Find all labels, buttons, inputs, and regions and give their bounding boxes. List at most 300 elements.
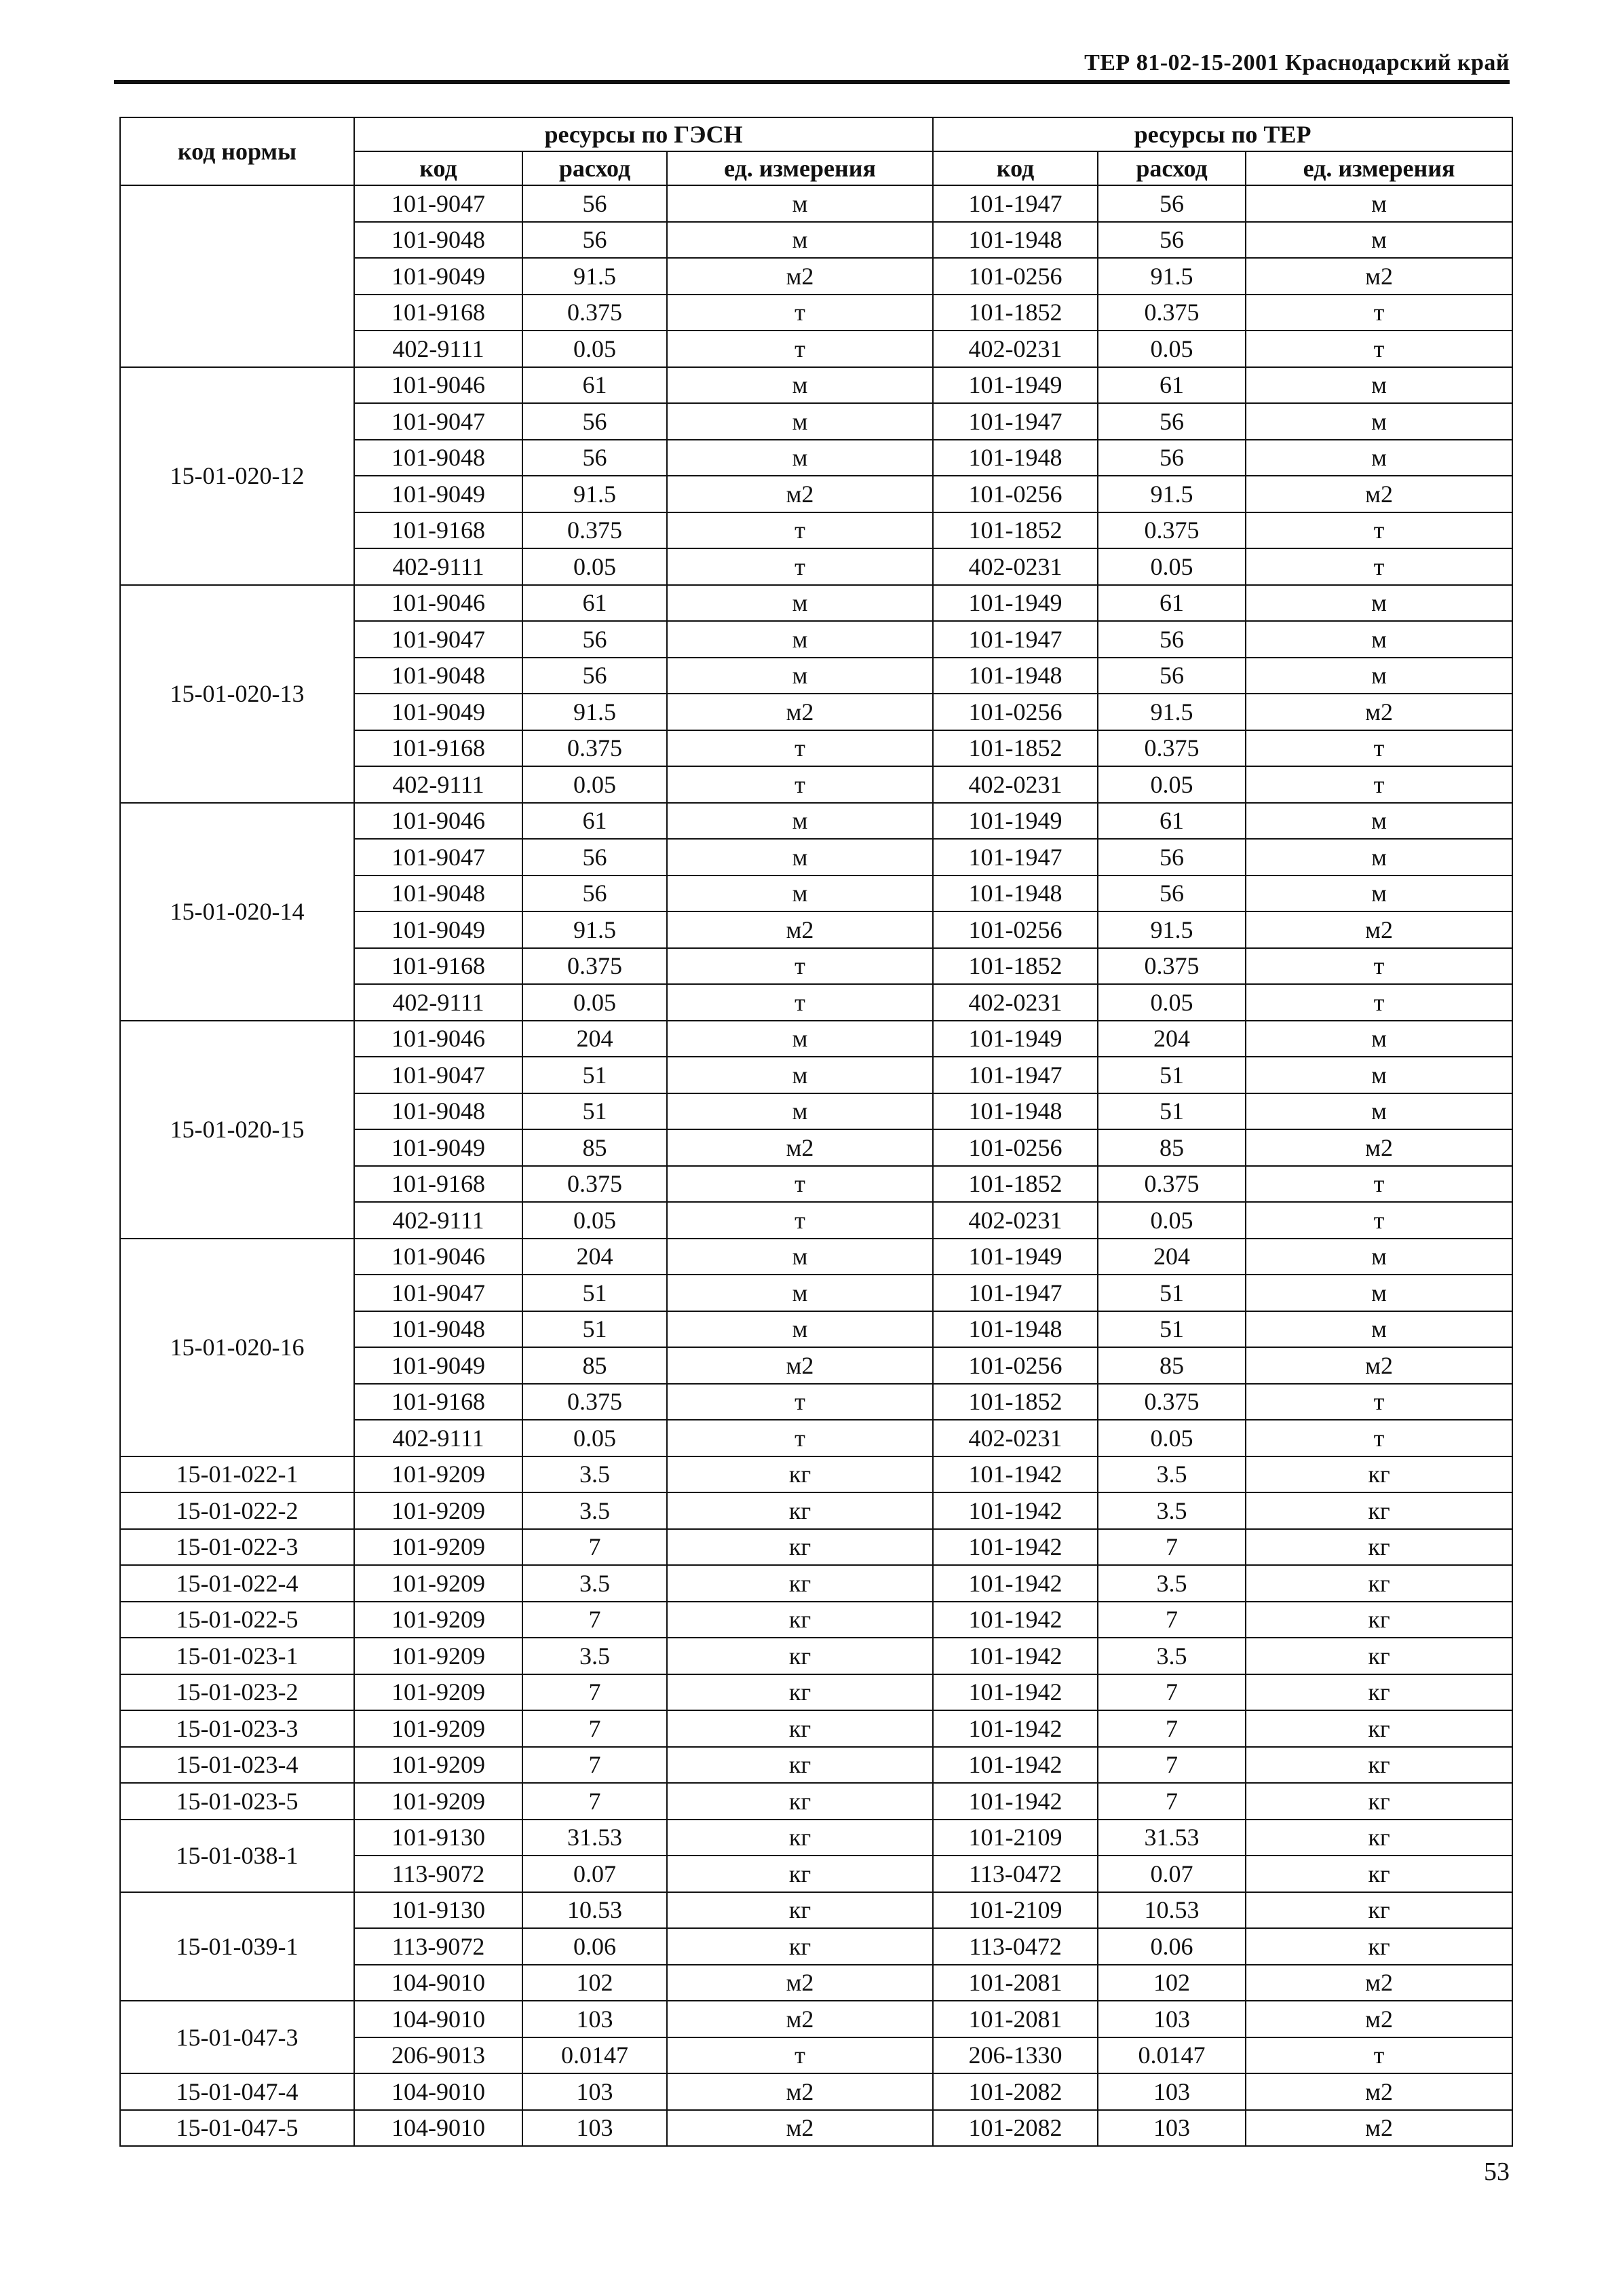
ter-code-cell: 101-1948 xyxy=(933,876,1098,912)
ter-code-cell: 101-1942 xyxy=(933,1492,1098,1529)
ter-amount-cell: 7 xyxy=(1098,1602,1246,1638)
ter-code-cell: 101-1947 xyxy=(933,185,1098,222)
gesn-amount-cell: 56 xyxy=(522,185,667,222)
gesn-code-cell: 101-9049 xyxy=(354,476,522,512)
ter-unit-cell: т xyxy=(1246,766,1512,803)
ter-amount-cell: 0.05 xyxy=(1098,766,1246,803)
gesn-code-cell: 101-9168 xyxy=(354,1384,522,1420)
gesn-unit-cell: м2 xyxy=(667,258,933,295)
gesn-code-cell: 101-9047 xyxy=(354,1275,522,1311)
norm-code-cell: 15-01-047-5 xyxy=(120,2110,354,2147)
ter-unit-cell: м xyxy=(1246,1057,1512,1093)
ter-amount-cell: 0.375 xyxy=(1098,730,1246,767)
norm-code-cell: 15-01-023-3 xyxy=(120,1710,354,1747)
table-row xyxy=(120,1747,1512,1784)
header-gesn-code: код xyxy=(354,151,522,185)
ter-code-cell: 101-1948 xyxy=(933,1311,1098,1348)
gesn-code-cell: 101-9046 xyxy=(354,585,522,622)
ter-unit-cell: кг xyxy=(1246,1456,1512,1493)
gesn-unit-cell: м xyxy=(667,222,933,259)
ter-code-cell: 402-0231 xyxy=(933,548,1098,585)
ter-amount-cell: 51 xyxy=(1098,1057,1246,1093)
gesn-amount-cell: 56 xyxy=(522,876,667,912)
gesn-unit-cell: м2 xyxy=(667,1129,933,1166)
gesn-amount-cell: 56 xyxy=(522,621,667,658)
gesn-code-cell: 101-9049 xyxy=(354,911,522,948)
gesn-unit-cell: м xyxy=(667,1021,933,1057)
ter-amount-cell: 56 xyxy=(1098,222,1246,259)
header-code-norm: код нормы xyxy=(120,117,354,185)
ter-amount-cell: 91.5 xyxy=(1098,258,1246,295)
gesn-code-cell: 101-9130 xyxy=(354,1820,522,1856)
norm-code-cell: 15-01-047-3 xyxy=(120,2001,354,2073)
table-row xyxy=(120,2001,1512,2037)
ter-amount-cell: 0.05 xyxy=(1098,331,1246,367)
norm-code-cell: 15-01-038-1 xyxy=(120,1820,354,1892)
gesn-code-cell: 101-9209 xyxy=(354,1638,522,1674)
ter-amount-cell: 0.375 xyxy=(1098,295,1246,331)
ter-amount-cell: 103 xyxy=(1098,2073,1246,2110)
header-gesn-unit: ед. измерения xyxy=(667,151,933,185)
ter-amount-cell: 204 xyxy=(1098,1239,1246,1275)
ter-code-cell: 101-1942 xyxy=(933,1529,1098,1566)
table-row xyxy=(120,1783,1512,1820)
ter-unit-cell: м xyxy=(1246,367,1512,404)
table-row xyxy=(120,1456,1512,1493)
ter-code-cell: 101-1948 xyxy=(933,222,1098,259)
gesn-unit-cell: м xyxy=(667,185,933,222)
ter-unit-cell: м xyxy=(1246,585,1512,622)
ter-code-cell: 101-1949 xyxy=(933,367,1098,404)
ter-code-cell: 101-1942 xyxy=(933,1783,1098,1820)
gesn-amount-cell: 7 xyxy=(522,1674,667,1711)
gesn-amount-cell: 56 xyxy=(522,839,667,876)
ter-unit-cell: кг xyxy=(1246,1602,1512,1638)
table-row xyxy=(120,1892,1512,1929)
ter-unit-cell: кг xyxy=(1246,1492,1512,1529)
table-row xyxy=(120,1710,1512,1747)
ter-amount-cell: 51 xyxy=(1098,1311,1246,1348)
norm-code-cell: 15-01-020-15 xyxy=(120,1021,354,1239)
ter-unit-cell: кг xyxy=(1246,1638,1512,1674)
ter-amount-cell: 7 xyxy=(1098,1783,1246,1820)
ter-unit-cell: кг xyxy=(1246,1747,1512,1784)
ter-unit-cell: т xyxy=(1246,331,1512,367)
norm-code-cell xyxy=(120,185,354,367)
gesn-amount-cell: 91.5 xyxy=(522,911,667,948)
gesn-amount-cell: 0.05 xyxy=(522,548,667,585)
gesn-amount-cell: 0.05 xyxy=(522,984,667,1021)
ter-amount-cell: 91.5 xyxy=(1098,911,1246,948)
header-ter-group: ресурсы по ТЕР xyxy=(933,117,1512,151)
ter-code-cell: 402-0231 xyxy=(933,766,1098,803)
ter-unit-cell: м xyxy=(1246,803,1512,840)
ter-unit-cell: т xyxy=(1246,1202,1512,1239)
gesn-unit-cell: м xyxy=(667,403,933,440)
gesn-code-cell: 101-9209 xyxy=(354,1783,522,1820)
gesn-code-cell: 101-9047 xyxy=(354,839,522,876)
ter-code-cell: 101-1947 xyxy=(933,1275,1098,1311)
ter-amount-cell: 61 xyxy=(1098,803,1246,840)
ter-amount-cell: 91.5 xyxy=(1098,694,1246,730)
ter-amount-cell: 204 xyxy=(1098,1021,1246,1057)
ter-unit-cell: т xyxy=(1246,2037,1512,2074)
ter-unit-cell: м xyxy=(1246,1239,1512,1275)
gesn-code-cell: 101-9168 xyxy=(354,730,522,767)
ter-amount-cell: 91.5 xyxy=(1098,476,1246,512)
gesn-unit-cell: кг xyxy=(667,1820,933,1856)
gesn-code-cell: 101-9047 xyxy=(354,185,522,222)
gesn-unit-cell: т xyxy=(667,1202,933,1239)
ter-unit-cell: м xyxy=(1246,839,1512,876)
gesn-amount-cell: 3.5 xyxy=(522,1565,667,1602)
ter-code-cell: 101-2082 xyxy=(933,2110,1098,2147)
norm-code-cell: 15-01-020-14 xyxy=(120,803,354,1021)
gesn-code-cell: 101-9046 xyxy=(354,1021,522,1057)
ter-code-cell: 101-1852 xyxy=(933,295,1098,331)
table-row xyxy=(120,367,1512,404)
ter-code-cell: 101-1942 xyxy=(933,1638,1098,1674)
ter-unit-cell: кг xyxy=(1246,1710,1512,1747)
ter-amount-cell: 31.53 xyxy=(1098,1820,1246,1856)
gesn-amount-cell: 56 xyxy=(522,222,667,259)
ter-amount-cell: 0.05 xyxy=(1098,548,1246,585)
gesn-unit-cell: кг xyxy=(667,1456,933,1493)
gesn-code-cell: 101-9046 xyxy=(354,367,522,404)
gesn-amount-cell: 51 xyxy=(522,1057,667,1093)
ter-unit-cell: м xyxy=(1246,658,1512,694)
gesn-unit-cell: т xyxy=(667,1420,933,1456)
gesn-unit-cell: кг xyxy=(667,1747,933,1784)
ter-code-cell: 101-2082 xyxy=(933,2073,1098,2110)
gesn-code-cell: 113-9072 xyxy=(354,1928,522,1965)
ter-code-cell: 101-1942 xyxy=(933,1565,1098,1602)
ter-amount-cell: 56 xyxy=(1098,403,1246,440)
gesn-amount-cell: 0.375 xyxy=(522,948,667,985)
header-ter-amount: расход xyxy=(1098,151,1246,185)
ter-amount-cell: 103 xyxy=(1098,2110,1246,2147)
ter-code-cell: 101-1852 xyxy=(933,948,1098,985)
gesn-unit-cell: м2 xyxy=(667,911,933,948)
ter-code-cell: 101-1942 xyxy=(933,1456,1098,1493)
ter-unit-cell: м2 xyxy=(1246,694,1512,730)
ter-amount-cell: 3.5 xyxy=(1098,1565,1246,1602)
norm-code-cell: 15-01-020-16 xyxy=(120,1239,354,1456)
table-row xyxy=(120,1239,1512,1275)
gesn-code-cell: 104-9010 xyxy=(354,2001,522,2037)
gesn-amount-cell: 0.05 xyxy=(522,766,667,803)
gesn-unit-cell: т xyxy=(667,730,933,767)
norm-code-cell: 15-01-023-2 xyxy=(120,1674,354,1711)
norm-code-cell: 15-01-020-12 xyxy=(120,367,354,585)
norm-code-cell: 15-01-023-1 xyxy=(120,1638,354,1674)
gesn-code-cell: 402-9111 xyxy=(354,548,522,585)
gesn-amount-cell: 7 xyxy=(522,1710,667,1747)
ter-unit-cell: кг xyxy=(1246,1892,1512,1929)
ter-unit-cell: т xyxy=(1246,1384,1512,1420)
gesn-amount-cell: 204 xyxy=(522,1239,667,1275)
gesn-code-cell: 402-9111 xyxy=(354,331,522,367)
ter-unit-cell: м2 xyxy=(1246,2110,1512,2147)
ter-unit-cell: т xyxy=(1246,1166,1512,1203)
ter-unit-cell: м2 xyxy=(1246,1965,1512,2001)
ter-unit-cell: т xyxy=(1246,512,1512,549)
gesn-amount-cell: 51 xyxy=(522,1311,667,1348)
header-ter-code: код xyxy=(933,151,1098,185)
gesn-unit-cell: м xyxy=(667,585,933,622)
table-row xyxy=(120,1492,1512,1529)
ter-amount-cell: 85 xyxy=(1098,1347,1246,1384)
header-gesn-amount: расход xyxy=(522,151,667,185)
gesn-amount-cell: 56 xyxy=(522,403,667,440)
ter-amount-cell: 0.375 xyxy=(1098,948,1246,985)
ter-amount-cell: 0.375 xyxy=(1098,512,1246,549)
gesn-amount-cell: 103 xyxy=(522,2073,667,2110)
page-number: 53 xyxy=(1484,2158,1510,2186)
ter-amount-cell: 7 xyxy=(1098,1529,1246,1566)
gesn-unit-cell: т xyxy=(667,331,933,367)
ter-unit-cell: м xyxy=(1246,621,1512,658)
table-row xyxy=(120,1529,1512,1566)
gesn-unit-cell: т xyxy=(667,984,933,1021)
ter-code-cell: 101-1852 xyxy=(933,730,1098,767)
ter-unit-cell: кг xyxy=(1246,1820,1512,1856)
gesn-code-cell: 101-9048 xyxy=(354,658,522,694)
gesn-unit-cell: м2 xyxy=(667,1347,933,1384)
gesn-amount-cell: 0.06 xyxy=(522,1928,667,1965)
gesn-unit-cell: кг xyxy=(667,1856,933,1892)
ter-code-cell: 101-2109 xyxy=(933,1892,1098,1929)
ter-amount-cell: 3.5 xyxy=(1098,1456,1246,1493)
gesn-amount-cell: 85 xyxy=(522,1347,667,1384)
gesn-code-cell: 101-9168 xyxy=(354,948,522,985)
gesn-unit-cell: кг xyxy=(667,1783,933,1820)
ter-unit-cell: м xyxy=(1246,440,1512,476)
gesn-amount-cell: 0.05 xyxy=(522,1420,667,1456)
ter-code-cell: 101-1942 xyxy=(933,1710,1098,1747)
gesn-amount-cell: 51 xyxy=(522,1093,667,1130)
ter-amount-cell: 0.375 xyxy=(1098,1166,1246,1203)
ter-amount-cell: 3.5 xyxy=(1098,1492,1246,1529)
norm-code-cell: 15-01-023-5 xyxy=(120,1783,354,1820)
gesn-unit-cell: м xyxy=(667,658,933,694)
gesn-code-cell: 101-9049 xyxy=(354,1129,522,1166)
ter-amount-cell: 7 xyxy=(1098,1674,1246,1711)
gesn-amount-cell: 204 xyxy=(522,1021,667,1057)
gesn-amount-cell: 7 xyxy=(522,1783,667,1820)
ter-amount-cell: 61 xyxy=(1098,367,1246,404)
gesn-code-cell: 101-9209 xyxy=(354,1492,522,1529)
ter-unit-cell: кг xyxy=(1246,1565,1512,1602)
ter-amount-cell: 51 xyxy=(1098,1275,1246,1311)
table-row xyxy=(120,1021,1512,1057)
gesn-amount-cell: 3.5 xyxy=(522,1456,667,1493)
ter-code-cell: 113-0472 xyxy=(933,1856,1098,1892)
gesn-amount-cell: 91.5 xyxy=(522,258,667,295)
ter-code-cell: 402-0231 xyxy=(933,984,1098,1021)
norm-code-cell: 15-01-023-4 xyxy=(120,1747,354,1784)
ter-code-cell: 101-1947 xyxy=(933,839,1098,876)
gesn-unit-cell: т xyxy=(667,2037,933,2074)
ter-code-cell: 101-1942 xyxy=(933,1602,1098,1638)
gesn-code-cell: 101-9209 xyxy=(354,1456,522,1493)
ter-code-cell: 101-0256 xyxy=(933,1129,1098,1166)
gesn-unit-cell: м2 xyxy=(667,2073,933,2110)
gesn-code-cell: 402-9111 xyxy=(354,1202,522,1239)
table-row xyxy=(120,1674,1512,1711)
gesn-unit-cell: т xyxy=(667,766,933,803)
gesn-amount-cell: 0.05 xyxy=(522,1202,667,1239)
ter-code-cell: 101-1949 xyxy=(933,585,1098,622)
table-row xyxy=(120,2110,1512,2147)
ter-unit-cell: м xyxy=(1246,185,1512,222)
table-row xyxy=(120,585,1512,622)
ter-unit-cell: т xyxy=(1246,1420,1512,1456)
gesn-code-cell: 101-9049 xyxy=(354,694,522,730)
ter-amount-cell: 61 xyxy=(1098,585,1246,622)
ter-code-cell: 101-1949 xyxy=(933,1239,1098,1275)
ter-amount-cell: 103 xyxy=(1098,2001,1246,2037)
ter-code-cell: 101-1949 xyxy=(933,1021,1098,1057)
gesn-code-cell: 101-9130 xyxy=(354,1892,522,1929)
gesn-code-cell: 113-9072 xyxy=(354,1856,522,1892)
ter-amount-cell: 56 xyxy=(1098,839,1246,876)
ter-unit-cell: т xyxy=(1246,730,1512,767)
ter-unit-cell: м xyxy=(1246,1021,1512,1057)
gesn-amount-cell: 56 xyxy=(522,658,667,694)
ter-code-cell: 101-1947 xyxy=(933,621,1098,658)
ter-unit-cell: кг xyxy=(1246,1674,1512,1711)
ter-unit-cell: м xyxy=(1246,403,1512,440)
ter-amount-cell: 0.05 xyxy=(1098,1420,1246,1456)
ter-code-cell: 101-1948 xyxy=(933,440,1098,476)
table-row xyxy=(120,1565,1512,1602)
gesn-unit-cell: м xyxy=(667,367,933,404)
ter-amount-cell: 7 xyxy=(1098,1710,1246,1747)
gesn-code-cell: 101-9047 xyxy=(354,1057,522,1093)
ter-code-cell: 101-0256 xyxy=(933,1347,1098,1384)
header-gesn-group: ресурсы по ГЭСН xyxy=(354,117,933,151)
gesn-amount-cell: 61 xyxy=(522,803,667,840)
gesn-amount-cell: 0.0147 xyxy=(522,2037,667,2074)
ter-unit-cell: кг xyxy=(1246,1529,1512,1566)
ter-unit-cell: м2 xyxy=(1246,911,1512,948)
ter-unit-cell: кг xyxy=(1246,1856,1512,1892)
ter-code-cell: 101-0256 xyxy=(933,911,1098,948)
ter-code-cell: 101-1852 xyxy=(933,1384,1098,1420)
gesn-code-cell: 101-9168 xyxy=(354,295,522,331)
norm-code-cell: 15-01-039-1 xyxy=(120,1892,354,2001)
gesn-code-cell: 101-9048 xyxy=(354,876,522,912)
ter-unit-cell: м xyxy=(1246,1275,1512,1311)
ter-amount-cell: 0.06 xyxy=(1098,1928,1246,1965)
gesn-unit-cell: кг xyxy=(667,1638,933,1674)
ter-unit-cell: т xyxy=(1246,984,1512,1021)
ter-unit-cell: м xyxy=(1246,1311,1512,1348)
gesn-unit-cell: кг xyxy=(667,1928,933,1965)
gesn-code-cell: 402-9111 xyxy=(354,766,522,803)
gesn-amount-cell: 91.5 xyxy=(522,694,667,730)
ter-unit-cell: кг xyxy=(1246,1783,1512,1820)
ter-code-cell: 101-1949 xyxy=(933,803,1098,840)
gesn-code-cell: 101-9209 xyxy=(354,1747,522,1784)
gesn-amount-cell: 0.375 xyxy=(522,730,667,767)
gesn-amount-cell: 103 xyxy=(522,2001,667,2037)
gesn-unit-cell: т xyxy=(667,948,933,985)
ter-code-cell: 101-0256 xyxy=(933,476,1098,512)
gesn-code-cell: 101-9046 xyxy=(354,1239,522,1275)
gesn-amount-cell: 0.375 xyxy=(522,512,667,549)
ter-amount-cell: 0.07 xyxy=(1098,1856,1246,1892)
gesn-amount-cell: 0.07 xyxy=(522,1856,667,1892)
gesn-code-cell: 101-9209 xyxy=(354,1602,522,1638)
ter-code-cell: 206-1330 xyxy=(933,2037,1098,2074)
norm-code-cell: 15-01-020-13 xyxy=(120,585,354,803)
table-row xyxy=(120,1638,1512,1674)
ter-unit-cell: т xyxy=(1246,948,1512,985)
ter-amount-cell: 85 xyxy=(1098,1129,1246,1166)
gesn-amount-cell: 10.53 xyxy=(522,1892,667,1929)
gesn-amount-cell: 61 xyxy=(522,367,667,404)
gesn-unit-cell: м2 xyxy=(667,476,933,512)
gesn-code-cell: 101-9049 xyxy=(354,258,522,295)
gesn-unit-cell: м xyxy=(667,1275,933,1311)
gesn-amount-cell: 7 xyxy=(522,1529,667,1566)
table-row xyxy=(120,1820,1512,1856)
ter-unit-cell: м2 xyxy=(1246,2073,1512,2110)
gesn-code-cell: 101-9048 xyxy=(354,222,522,259)
ter-amount-cell: 0.375 xyxy=(1098,1384,1246,1420)
gesn-amount-cell: 85 xyxy=(522,1129,667,1166)
ter-amount-cell: 56 xyxy=(1098,185,1246,222)
gesn-unit-cell: т xyxy=(667,512,933,549)
gesn-code-cell: 206-9013 xyxy=(354,2037,522,2074)
ter-unit-cell: м xyxy=(1246,222,1512,259)
gesn-unit-cell: т xyxy=(667,1384,933,1420)
gesn-unit-cell: кг xyxy=(667,1529,933,1566)
table-row xyxy=(120,1602,1512,1638)
gesn-amount-cell: 7 xyxy=(522,1747,667,1784)
ter-unit-cell: м xyxy=(1246,1093,1512,1130)
gesn-amount-cell: 0.375 xyxy=(522,295,667,331)
gesn-amount-cell: 3.5 xyxy=(522,1638,667,1674)
ter-amount-cell: 3.5 xyxy=(1098,1638,1246,1674)
gesn-code-cell: 101-9047 xyxy=(354,403,522,440)
gesn-unit-cell: кг xyxy=(667,1492,933,1529)
norm-code-cell: 15-01-022-2 xyxy=(120,1492,354,1529)
gesn-unit-cell: м xyxy=(667,1093,933,1130)
gesn-unit-cell: кг xyxy=(667,1674,933,1711)
gesn-amount-cell: 3.5 xyxy=(522,1492,667,1529)
ter-code-cell: 101-1852 xyxy=(933,512,1098,549)
gesn-amount-cell: 56 xyxy=(522,440,667,476)
ter-amount-cell: 0.05 xyxy=(1098,984,1246,1021)
gesn-unit-cell: м2 xyxy=(667,694,933,730)
ter-amount-cell: 56 xyxy=(1098,621,1246,658)
gesn-unit-cell: м xyxy=(667,440,933,476)
gesn-unit-cell: м xyxy=(667,839,933,876)
gesn-amount-cell: 31.53 xyxy=(522,1820,667,1856)
gesn-code-cell: 402-9111 xyxy=(354,1420,522,1456)
gesn-code-cell: 101-9209 xyxy=(354,1674,522,1711)
gesn-code-cell: 101-9168 xyxy=(354,512,522,549)
gesn-unit-cell: м xyxy=(667,876,933,912)
gesn-code-cell: 101-9209 xyxy=(354,1710,522,1747)
ter-unit-cell: т xyxy=(1246,295,1512,331)
gesn-code-cell: 101-9048 xyxy=(354,440,522,476)
gesn-unit-cell: кг xyxy=(667,1892,933,1929)
gesn-amount-cell: 0.375 xyxy=(522,1166,667,1203)
